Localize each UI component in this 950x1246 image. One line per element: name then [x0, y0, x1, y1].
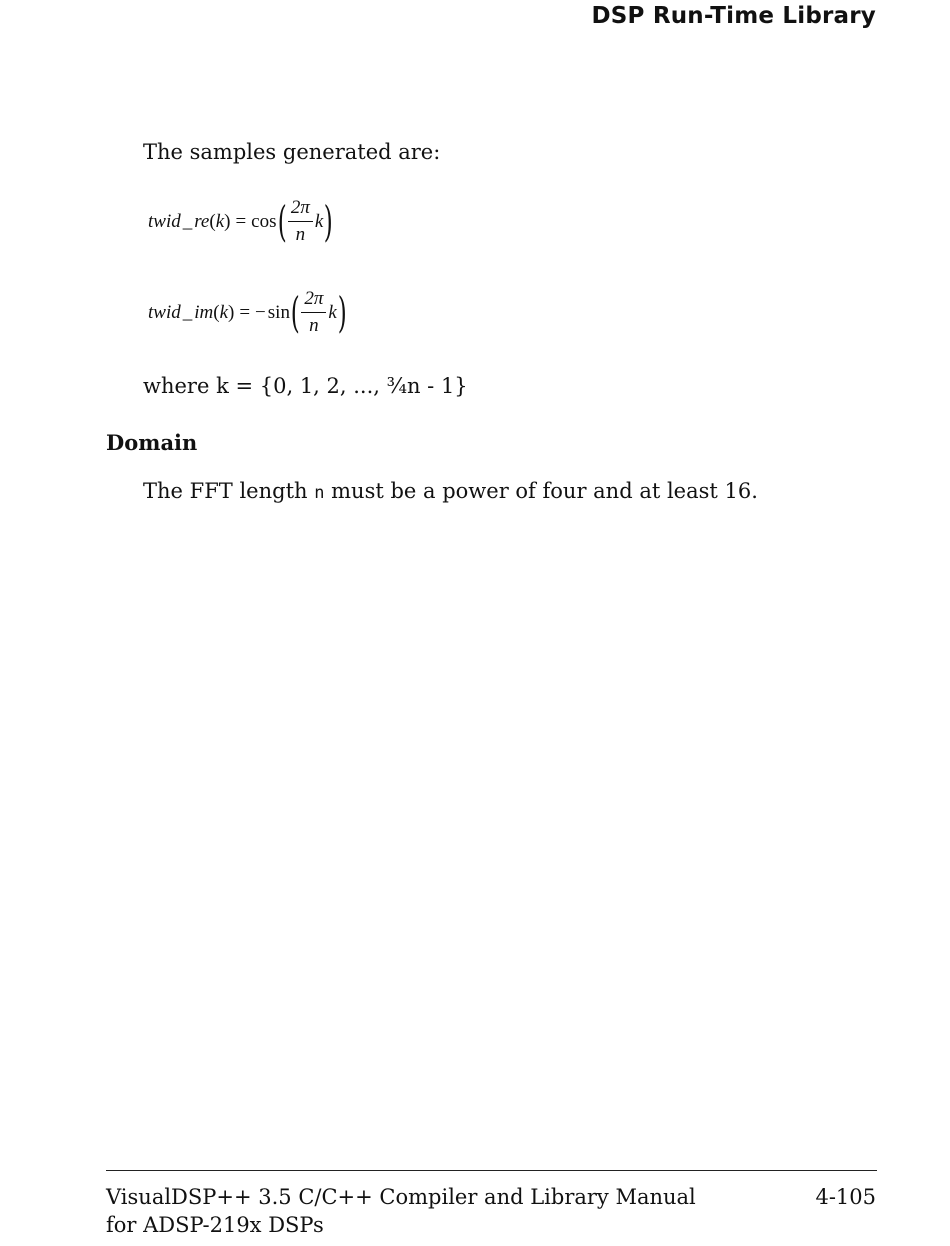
eq2-sign: − — [255, 301, 266, 323]
eq1-open-paren: ( — [209, 210, 216, 232]
equation-twid-im — [148, 288, 347, 337]
domain-text-after: must be a power of four and at least 16. — [324, 479, 758, 503]
eq2-arg: k — [219, 301, 228, 323]
eq1-lhs-name: twid — [148, 210, 181, 232]
eq1-rel: = — [235, 210, 247, 232]
domain-text-before: The FFT length — [143, 479, 315, 503]
eq1-factor: k — [314, 210, 324, 232]
eq1-lhs-sub: re — [194, 210, 210, 232]
eq2-factor: k — [328, 301, 337, 323]
eq1-func: cos — [251, 210, 277, 232]
eq2-big-open-paren: ( — [290, 287, 300, 337]
page-number: 4-105 — [815, 1185, 876, 1209]
eq2-func: sin — [267, 301, 290, 323]
eq1-arg: k — [215, 210, 225, 232]
domain-heading: Domain — [106, 430, 198, 455]
eq2-numerator: 2π — [301, 288, 326, 313]
eq2-fraction — [301, 288, 326, 337]
eq2-rel: = — [239, 301, 251, 323]
eq2-big-close-paren: ) — [337, 287, 347, 337]
eq1-close-paren: ) — [224, 210, 231, 232]
equation-twid-re — [148, 197, 334, 246]
eq2-lhs-name: twid — [148, 301, 181, 323]
eq2-lhs-sep: _ — [182, 301, 193, 323]
footer-title-line2: for ADSP-219x DSPs — [106, 1213, 324, 1237]
eq1-fraction — [288, 197, 313, 246]
eq2-lhs-sub: im — [194, 301, 214, 323]
eq2-close-paren: ) — [228, 301, 235, 323]
eq2-denominator: n — [309, 315, 319, 336]
domain-code: n — [314, 483, 325, 503]
footer-divider — [106, 1170, 877, 1171]
eq1-big-close-paren: ) — [324, 196, 334, 246]
where-text: where k = {0, 1, 2, ..., ¾n - 1} — [143, 374, 468, 398]
eq2-open-paren: ( — [213, 301, 220, 323]
eq1-denominator: n — [295, 224, 306, 245]
eq1-lhs-sep: _ — [182, 210, 193, 232]
intro-text: The samples generated are: — [143, 140, 441, 164]
eq1-numerator: 2π — [288, 197, 313, 222]
running-header: DSP Run-Time Library — [591, 3, 876, 29]
eq1-big-open-paren: ( — [277, 196, 287, 246]
domain-text — [143, 477, 758, 507]
footer-title-line1: VisualDSP++ 3.5 C/C++ Compiler and Library Manual — [106, 1185, 696, 1209]
